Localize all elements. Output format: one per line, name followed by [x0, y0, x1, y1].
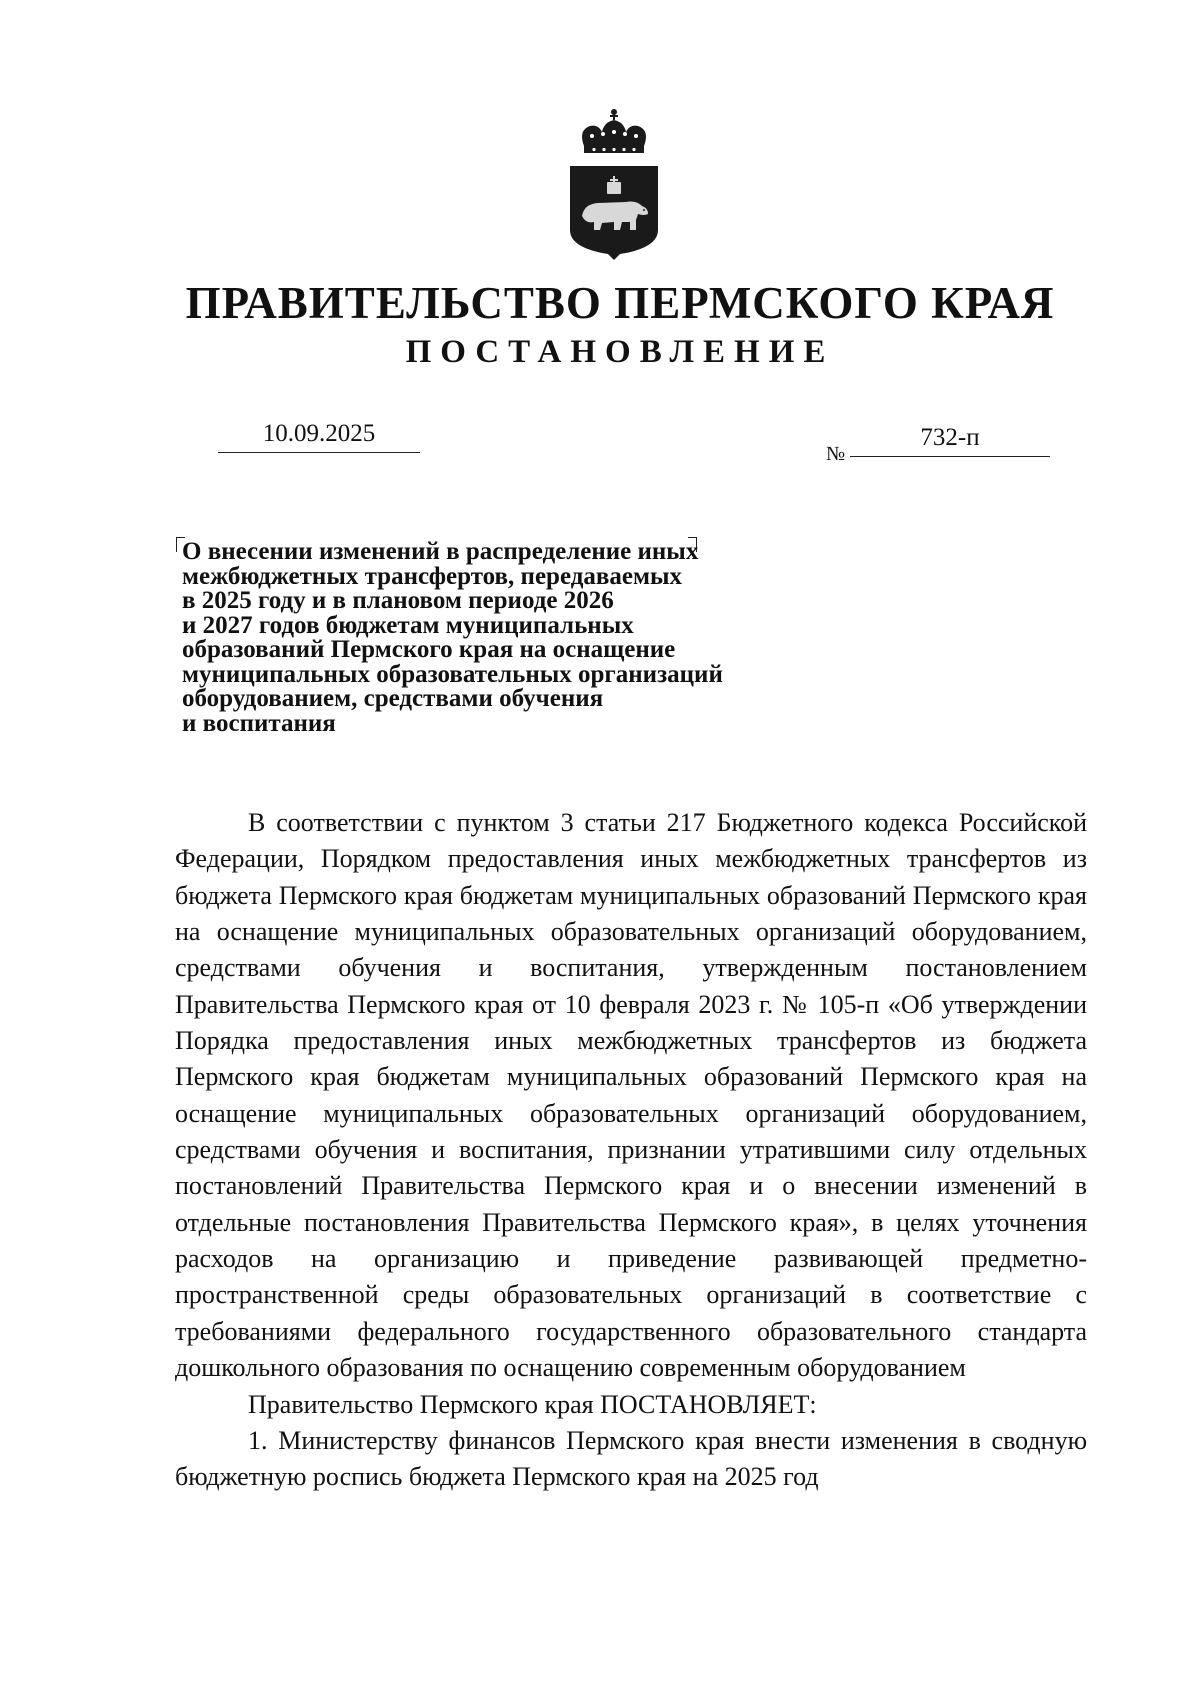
- subject-line: муниципальных образовательных организаций: [182, 660, 723, 688]
- preamble-paragraph: В соответствии с пунктом 3 статьи 217 Бюджетного кодекса Российской Федерации, Порядком предоставления иных межбюджетных трансфертов из бюджета Пермского края бюджетам муниципальных образований Пермского края на оснащение муниципальных образовательных организаций оборудованием, средствами обучения и воспитания, утвержденным постановлением Правительства Пермского края от 10 февраля 2023 г. № 105-п «Об утверждении Порядка предоставления иных межбюджетных трансфертов из бюджета Пермского края бюджетам муниципальных образований Пермского края на оснащение муниципальных образовательных организаций оборудованием, средствами обучения и воспитания, признании утратившими силу отдельных постановлений Правительства Пермского края и о внесении изменений в отдельные постановления Правительства Пермского края», в целях уточнения расходов на организацию и приведение развивающей предметно-пространственной среды образовательных организаций в соответствие с требованиями федерального государственного образовательного стандарта дошкольного образования по оснащению современным оборудованием: [175, 808, 1087, 1383]
- document-number-field: [850, 424, 1050, 457]
- perm-krai-coat-of-arms-icon: [564, 108, 664, 260]
- subject-line: межбюджетных трансфертов, передаваемых: [182, 562, 683, 590]
- document-body: [175, 805, 1087, 1496]
- number-label: №: [826, 443, 846, 465]
- resolution-paragraph: Правительство Пермского края ПОСТАНОВЛЯЕТ:: [248, 1389, 817, 1419]
- organization-title: ПРАВИТЕЛЬСТВО ПЕРМСКОГО КРАЯ: [185, 278, 1055, 328]
- subject-line: образований Пермского края на оснащение: [182, 636, 676, 663]
- document-date: 10.09.2025: [262, 420, 376, 447]
- document-number: 732-п: [920, 424, 980, 451]
- document-date-field: [218, 420, 420, 453]
- subject-line: и воспитания: [182, 709, 336, 737]
- document-subject: [182, 540, 842, 736]
- document-type-heading: ПОСТАНОВЛЕНИЕ: [405, 334, 835, 370]
- subject-line: О внесении изменений в распределение иных: [182, 538, 699, 565]
- subject-line: и 2027 годов бюджетам муниципальных: [182, 611, 634, 639]
- clause-1-paragraph: 1. Министерству финансов Пермского края внести изменения в сводную бюджетную роспись бюджета Пермского края на 2025 год: [175, 1425, 1087, 1492]
- subject-line: в 2025 году и в плановом периоде 2026: [182, 587, 614, 614]
- subject-line: оборудованием, средствами обучения: [182, 685, 604, 712]
